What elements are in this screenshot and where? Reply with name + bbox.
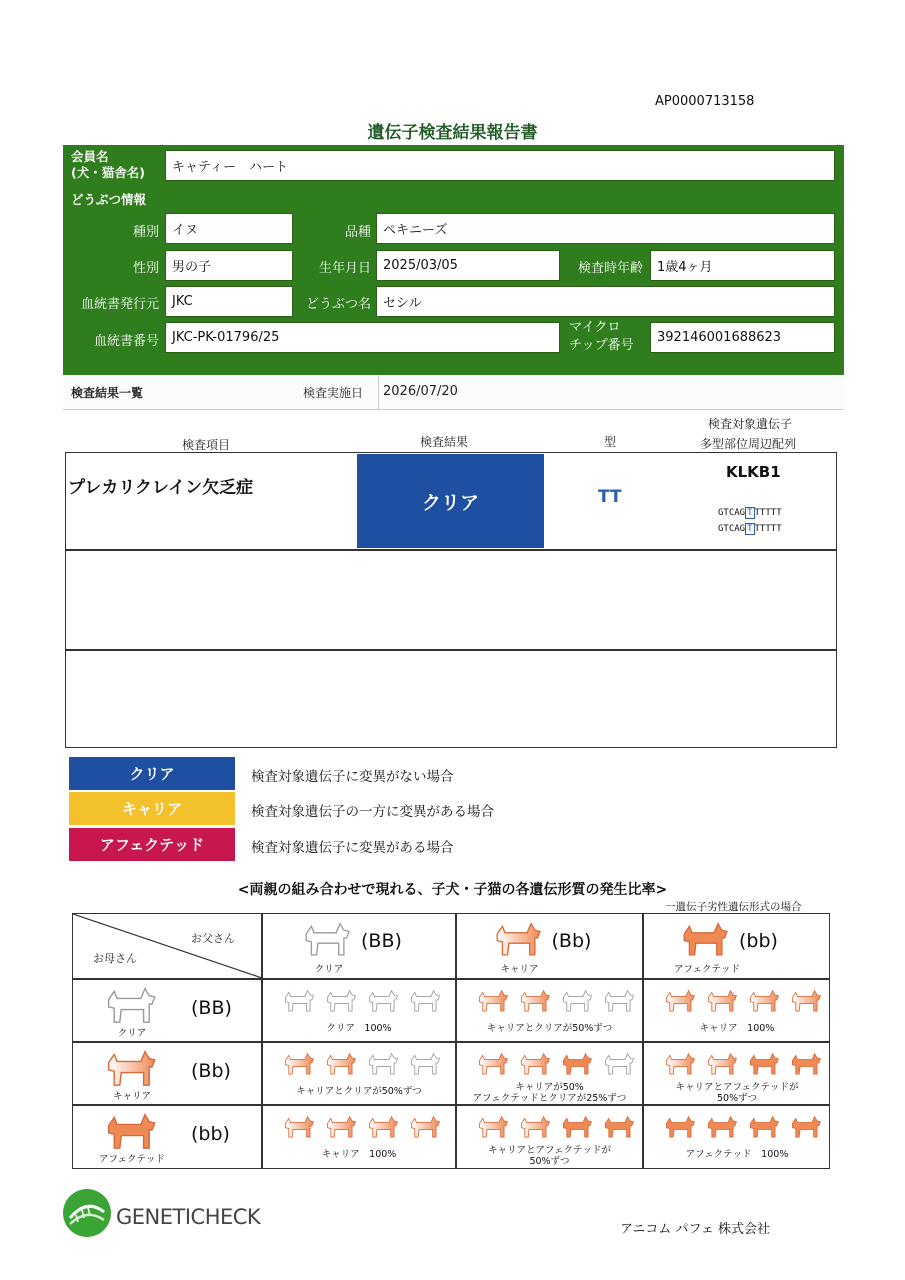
dog-carrier-icon <box>518 1050 552 1080</box>
father-genotype: (bb) <box>739 930 778 952</box>
dog-carrier-icon <box>476 987 510 1017</box>
inheritance-title: <両親の組み合わせで現れる、子犬・子猫の各遺伝形質の発生比率> <box>237 882 668 898</box>
father-type-label: クリア <box>314 964 344 975</box>
dog-carrier-icon <box>518 1113 552 1143</box>
sequence-line-1 <box>718 505 782 521</box>
seq-prefix: GTCAG <box>718 524 746 534</box>
col-seq-header-1: 検査対象遺伝子 <box>708 417 793 431</box>
member-name-field: キャティー ハート <box>165 150 835 181</box>
dog-affected-icon <box>560 1050 594 1080</box>
seq-prefix: GTCAG <box>718 508 746 518</box>
chip-label-line2: チップ番号 <box>569 338 634 353</box>
sex-label: 性別 <box>132 261 159 276</box>
dog-carrier-icon <box>324 1050 358 1080</box>
birth-label: 生年月日 <box>318 261 371 276</box>
dog-affected-icon <box>560 1113 594 1143</box>
col-seq-header-2: 多型部位周辺配列 <box>700 437 797 451</box>
test-date-label: 検査実施日 <box>303 386 364 400</box>
father-genotype: (Bb) <box>551 930 592 952</box>
dog-clear-icon <box>282 987 316 1017</box>
offspring-ratio-caption: アフェクテッド 100% <box>685 1149 789 1160</box>
seq-variant: T <box>747 508 753 518</box>
offspring-dogs <box>663 1050 823 1080</box>
offspring-dogs <box>282 1050 442 1080</box>
chip-label <box>569 319 634 355</box>
pedigree-no-field: JKC-PK-01796/25 <box>165 322 560 353</box>
pedigree-org-field: JKC <box>165 286 293 317</box>
member-label-line2: (犬・猫舎名) <box>71 165 145 180</box>
dog-affected-icon <box>663 1113 697 1143</box>
dog-affected-icon <box>679 918 731 962</box>
dog-clear-icon <box>324 987 358 1017</box>
offspring-dogs <box>663 1113 823 1143</box>
seq-variant: T <box>747 524 753 534</box>
pedigree-org-label: 血統書発行元 <box>80 297 159 312</box>
dog-clear-icon <box>408 1050 442 1080</box>
gene-name: KLKB1 <box>726 463 781 481</box>
animal-name-field: セシル <box>376 286 835 317</box>
pedigree-no-label: 血統書番号 <box>93 334 159 349</box>
dog-carrier-icon <box>476 1050 510 1080</box>
test-item-name: プレカリクレイン欠乏症 <box>68 478 254 498</box>
father-type-label: アフェクテッド <box>673 964 741 975</box>
dog-carrier-icon <box>408 1113 442 1143</box>
row-divider <box>66 549 836 551</box>
member-label <box>71 149 145 181</box>
document-id: AP0000713158 <box>655 94 755 109</box>
mother-label: お母さん <box>93 952 137 965</box>
offspring-dogs <box>476 987 636 1017</box>
father-label: お父さん <box>191 932 235 945</box>
sequence-line-2 <box>718 521 782 537</box>
dog-carrier-icon <box>103 1046 159 1092</box>
sequence-block <box>718 505 782 537</box>
dog-carrier-icon <box>492 918 544 962</box>
results-table <box>65 452 837 748</box>
dog-clear-icon <box>103 983 159 1029</box>
test-date-value: 2026/07/20 <box>383 384 458 399</box>
offspring-ratio-caption: キャリア 100% <box>699 1023 775 1034</box>
dog-carrier-icon <box>282 1113 316 1143</box>
inheritance-grid <box>72 913 830 1169</box>
offspring-ratio-caption: キャリア 100% <box>321 1149 397 1160</box>
offspring-dogs <box>476 1113 636 1143</box>
dog-carrier-icon <box>324 1113 358 1143</box>
dog-affected-icon <box>705 1113 739 1143</box>
seq-suffix: TTTTT <box>754 524 782 534</box>
father-genotype: (BB) <box>361 930 402 952</box>
legend-affected-badge: アフェクテッド <box>69 828 235 861</box>
breed-field: ペキニーズ <box>376 213 835 244</box>
dog-clear-icon <box>602 987 636 1017</box>
legend-carrier-badge: キャリア <box>69 792 235 825</box>
report-title: 遺伝子検査結果報告書 <box>367 123 538 143</box>
corner-diagonal <box>73 914 262 979</box>
inheritance-note: 一遺伝子劣性遺伝形式の場合 <box>665 901 802 913</box>
dog-carrier-icon <box>705 987 739 1017</box>
offspring-dogs <box>282 987 442 1017</box>
seq-suffix: TTTTT <box>754 508 782 518</box>
offspring-dogs <box>663 987 823 1017</box>
mother-type-label: キャリア <box>112 1091 151 1102</box>
mother-genotype: (bb) <box>191 1123 230 1145</box>
dog-carrier-icon <box>476 1113 510 1143</box>
birth-field: 2025/03/05 <box>376 250 560 281</box>
col-type-header: 型 <box>604 435 617 449</box>
genotype-type: TT <box>598 487 622 507</box>
offspring-ratio-caption: キャリアとアフェクテッドが 50%ずつ <box>487 1145 612 1167</box>
chip-label-line1: マイクロ <box>569 320 621 335</box>
company-name: アニコム パフェ 株式会社 <box>620 1222 770 1237</box>
dog-carrier-icon <box>518 987 552 1017</box>
results-header-row <box>63 375 844 410</box>
breed-label: 品種 <box>344 225 371 240</box>
offspring-dogs <box>282 1113 442 1143</box>
mother-genotype: (Bb) <box>191 1060 231 1082</box>
legend-clear-badge: クリア <box>69 757 235 790</box>
dog-affected-icon <box>789 1050 823 1080</box>
dog-affected-icon <box>602 1113 636 1143</box>
logo-text: GENETICHECK <box>116 1205 261 1229</box>
dog-carrier-icon <box>747 987 781 1017</box>
result-badge-clear: クリア <box>357 454 544 548</box>
legend-carrier-desc: 検査対象遺伝子の一方に変異がある場合 <box>251 804 494 820</box>
father-type-label: キャリア <box>500 964 539 975</box>
animal-name-label: どうぶつ名 <box>305 297 371 312</box>
animal-info-panel <box>63 145 844 375</box>
dog-carrier-icon <box>663 987 697 1017</box>
offspring-ratio-caption: キャリアとアフェクテッドが 50%ずつ <box>675 1082 799 1104</box>
offspring-ratio-caption: キャリアとクリアが50%ずつ <box>296 1086 422 1097</box>
chip-field: 392146001688623 <box>650 322 835 353</box>
dog-clear-icon <box>366 987 400 1017</box>
dog-clear-icon <box>301 918 353 962</box>
species-field: イヌ <box>165 213 293 244</box>
col-item-header: 検査項目 <box>182 438 231 452</box>
dog-affected-icon <box>103 1109 159 1155</box>
results-list-label: 検査結果一覧 <box>71 386 144 400</box>
mother-genotype: (BB) <box>191 997 232 1019</box>
species-label: 種別 <box>132 225 159 240</box>
offspring-ratio-caption: キャリアとクリアが50%ずつ <box>486 1023 613 1034</box>
dog-carrier-icon <box>282 1050 316 1080</box>
dog-affected-icon <box>747 1050 781 1080</box>
col-result-header: 検査結果 <box>420 435 469 449</box>
dog-carrier-icon <box>705 1050 739 1080</box>
row-divider <box>66 649 836 651</box>
animal-info-header: どうぶつ情報 <box>71 192 147 207</box>
age-field: 1歳4ヶ月 <box>650 250 835 281</box>
divider <box>378 375 379 409</box>
mother-type-label: クリア <box>117 1028 147 1039</box>
dog-clear-icon <box>408 987 442 1017</box>
member-label-line1: 会員名 <box>71 149 109 164</box>
dog-carrier-icon <box>663 1050 697 1080</box>
legend-clear-desc: 検査対象遺伝子に変異がない場合 <box>251 769 454 785</box>
genetichek-logo-icon <box>62 1188 112 1238</box>
dog-clear-icon <box>366 1050 400 1080</box>
legend-affected-desc: 検査対象遺伝子に変異がある場合 <box>251 840 454 856</box>
dog-carrier-icon <box>789 987 823 1017</box>
offspring-ratio-caption: キャリアが50% アフェクテッドとクリアが25%ずつ <box>472 1082 627 1104</box>
dog-clear-icon <box>602 1050 636 1080</box>
mother-type-label: アフェクテッド <box>98 1154 166 1165</box>
dog-clear-icon <box>560 987 594 1017</box>
dog-carrier-icon <box>366 1113 400 1143</box>
age-label: 検査時年齢 <box>577 261 643 276</box>
offspring-ratio-caption: クリア 100% <box>326 1023 392 1034</box>
sex-field: 男の子 <box>165 250 293 281</box>
offspring-dogs <box>476 1050 636 1080</box>
dog-affected-icon <box>789 1113 823 1143</box>
dog-affected-icon <box>747 1113 781 1143</box>
